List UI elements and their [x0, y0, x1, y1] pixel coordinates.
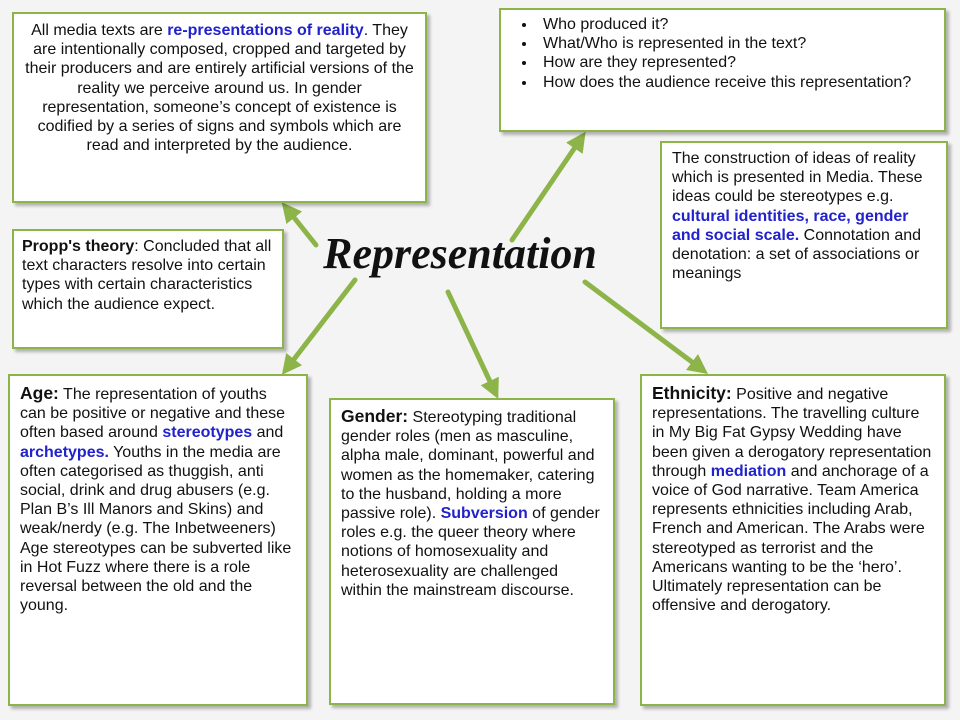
- diagram-title: Representation: [323, 229, 597, 278]
- gender-text-1: Stereotyping traditional gender roles (men as masculine, alpha male, dominant, powerful and women as the homemaker, catering to the husband, holding a more passive role).: [341, 409, 595, 522]
- construction-text-1: The construction of ideas of reality which is presented in Media. These ideas could be stereotypes e.g.: [672, 150, 923, 206]
- reality-text-2: . They are intentionally composed, cropped and targeted by their producers and are entirely artificial versions of the reality we perceive around us. In gender representation, someone’s concept of existence is codified by a series of signs and symbols which are read and interpreted by the audience.: [25, 22, 414, 155]
- propp-box: [12, 229, 284, 349]
- arrow-to-gender: [448, 292, 494, 390]
- arrow-to-reality: [288, 210, 316, 245]
- question-item: • How does the audience receive this representation?: [537, 73, 934, 92]
- ethnicity-box: [640, 374, 946, 706]
- gender-text-2: of gender roles e.g. the queer theory where notions of homosexuality and heterosexuality are challenged within the mainstream discourse.: [341, 504, 600, 599]
- propp-heading: Propp's theory: [22, 238, 135, 255]
- question-item: • What/Who is represented in the text?: [537, 34, 934, 53]
- age-text-3: Youths in the media are often categorised as thuggish, anti social, drink and drug abusers (e.g. Plan B’s Ill Manors and Skins) and weak/nerdy (e.g. The Inbetweeners) Age stereotypes can be subverted like in Hot Fuzz where there is a role reversal between the old and the young.: [20, 443, 292, 615]
- age-heading: Age:: [20, 383, 59, 403]
- questions-box: [499, 8, 946, 132]
- age-box: [8, 374, 308, 706]
- age-text-2: and: [252, 424, 284, 442]
- question-item: • Who produced it?: [537, 15, 934, 34]
- ethnicity-heading: Ethnicity:: [652, 383, 732, 403]
- ethnicity-text-1: Positive and negative representations. The travelling culture in My Big Fat Gypsy Wedding have been given a derogatory representation through: [652, 386, 932, 480]
- questions-list: [511, 15, 934, 92]
- reality-text-1: All media texts are: [31, 22, 168, 39]
- gender-box: [329, 398, 615, 705]
- construction-text-2: Connotation and denotation: a set of associations or meanings: [672, 226, 922, 283]
- ethnicity-text-2: and anchorage of a voice of God narrative. Team America represents ethnicities including Arab, French and American. The Arabs were stereotyped as terrorist and the Americans wanting to be the ‘hero’. Ultimately representation can be offensive and derogatory.: [652, 462, 929, 615]
- arrow-to-age: [288, 280, 355, 367]
- age-text-1: The representation of youths can be positive or negative and these often based around: [20, 386, 286, 442]
- reality-highlight: re-presentations of reality: [167, 22, 364, 39]
- ethnicity-highlight: mediation: [710, 462, 787, 480]
- reality-box: [12, 12, 427, 203]
- arrow-to-questions: [512, 140, 580, 240]
- gender-heading: Gender:: [341, 406, 409, 426]
- construction-highlight: cultural identities, race, gender and social scale.: [672, 207, 909, 244]
- propp-text: : Concluded that all text characters resolve into certain types with certain characteristics which the audience expect.: [22, 238, 272, 313]
- question-item: • How are they represented?: [537, 53, 934, 72]
- construction-box: [660, 141, 948, 329]
- age-highlight-2: archetypes.: [20, 443, 109, 461]
- age-highlight-1: stereotypes: [162, 424, 253, 442]
- gender-highlight: Subversion: [440, 504, 528, 522]
